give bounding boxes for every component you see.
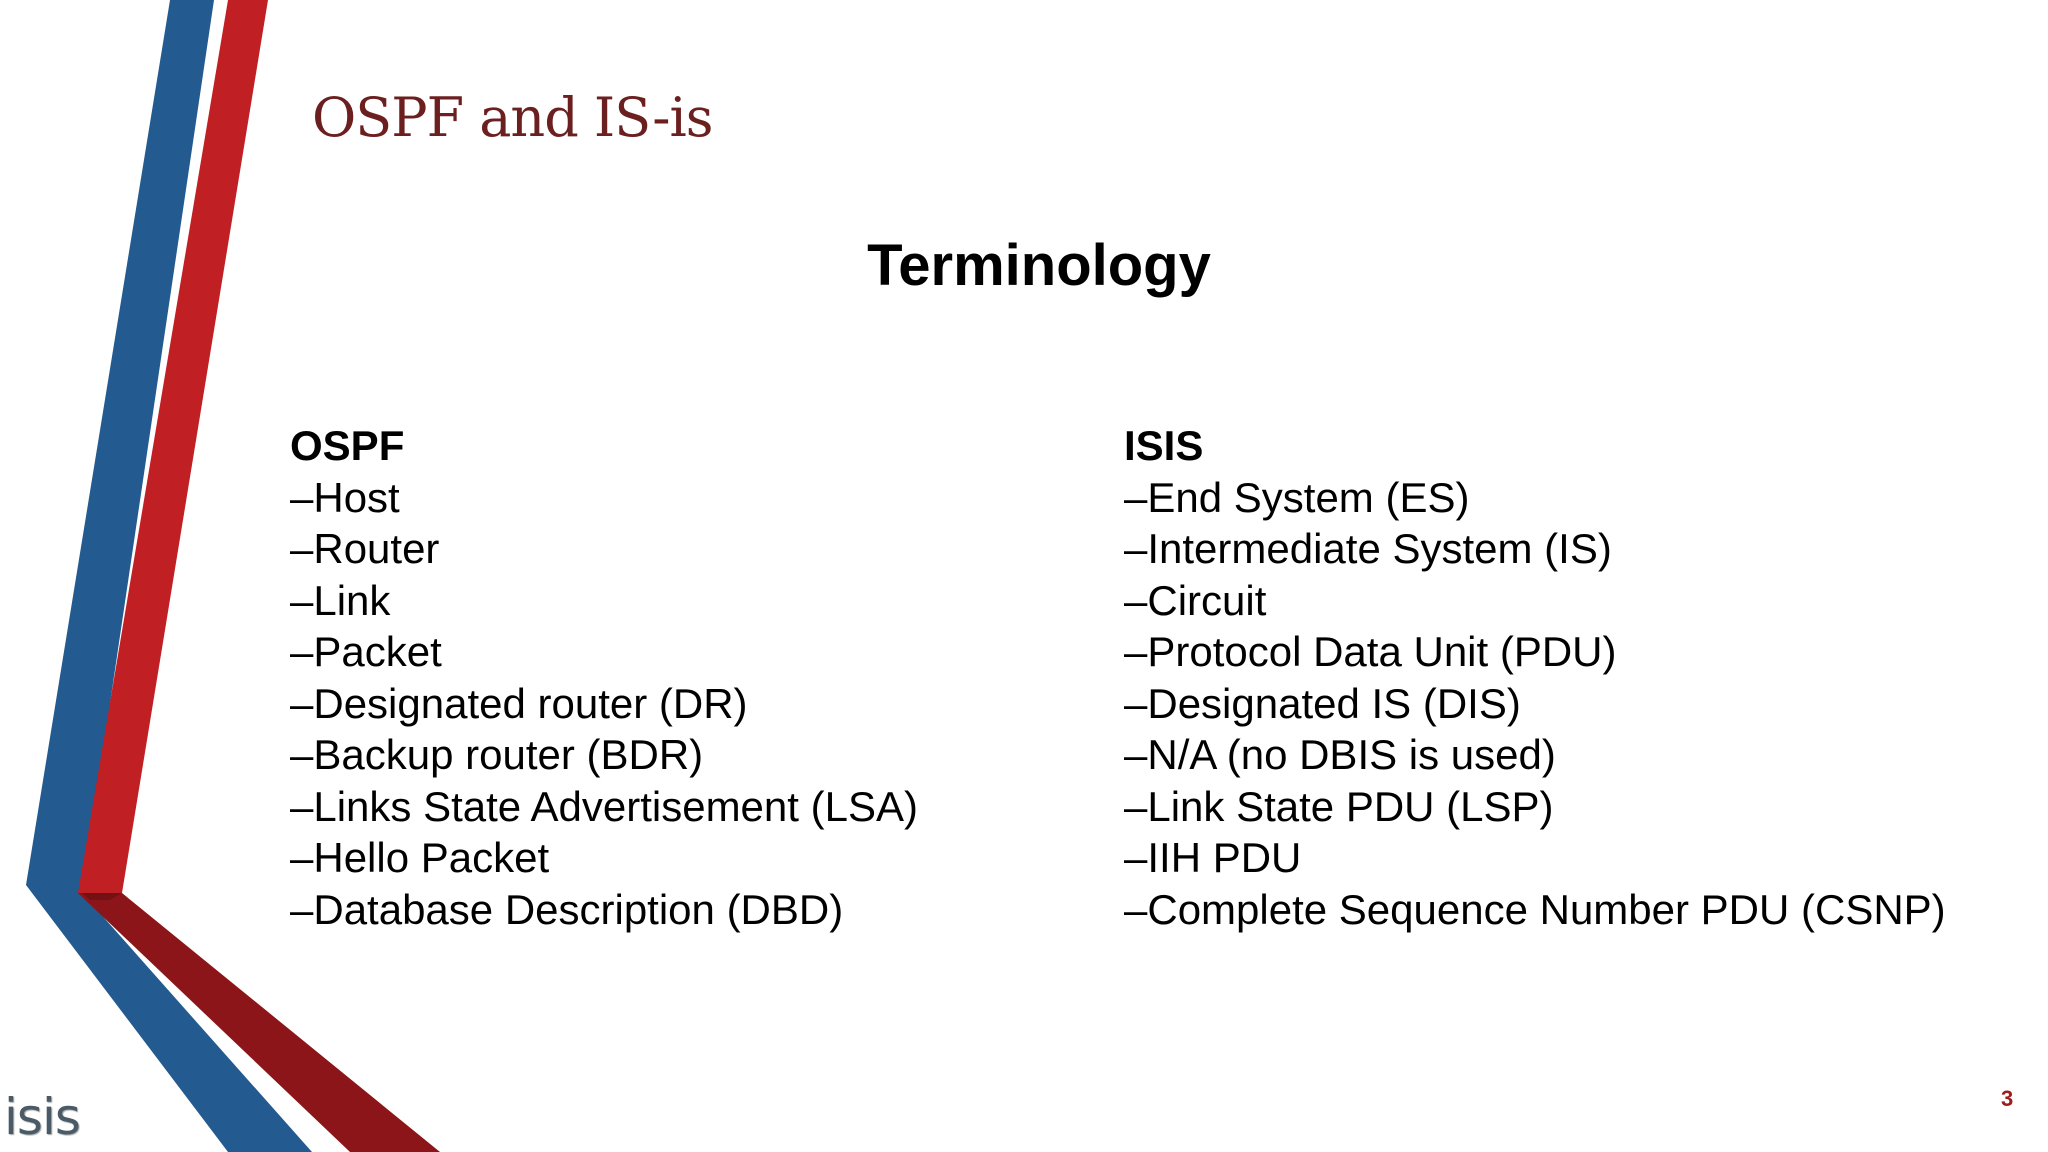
isis-column-header: ISIS — [1124, 422, 1204, 469]
isis-term-list — [1124, 472, 1946, 936]
isis-term-item: –Designated IS (DIS) — [1124, 679, 1521, 727]
ospf-column-header: OSPF — [290, 422, 405, 469]
isis-term-item: –Complete Sequence Number PDU (CSNP) — [1124, 885, 1946, 933]
ospf-term-item: –Packet — [290, 628, 442, 675]
isis-term-item: –N/A (no DBIS is used) — [1124, 731, 1556, 778]
ospf-term-item: –Links State Advertisement (LSA) — [290, 782, 918, 830]
isis-term-item: –End System (ES) — [1124, 473, 1470, 521]
ospf-term-item: –Designated router (DR) — [290, 679, 748, 727]
isis-term-item: –Link State PDU (LSP) — [1124, 782, 1554, 830]
ospf-term-item: –Host — [290, 473, 400, 521]
ospf-term-item: –Backup router (BDR) — [290, 731, 704, 778]
isis-term-item: –Circuit — [1124, 576, 1267, 624]
isis-column — [1124, 420, 1946, 935]
page-number: 3 — [2001, 1086, 2014, 1111]
ospf-column — [290, 420, 918, 935]
ospf-term-list — [290, 472, 918, 936]
page-heading: Terminology — [867, 233, 1211, 298]
isis-logo: isis — [4, 1088, 80, 1146]
isis-term-item: –IIH PDU — [1124, 834, 1302, 881]
ospf-term-item: –Database Description (DBD) — [290, 885, 844, 933]
isis-term-item: –Protocol Data Unit (PDU) — [1124, 628, 1617, 675]
isis-term-item: –Intermediate System (IS) — [1124, 525, 1612, 572]
ospf-term-item: –Hello Packet — [290, 834, 550, 881]
ospf-term-item: –Router — [290, 525, 440, 572]
slide-title: OSPF and IS-is — [312, 86, 713, 149]
ospf-term-item: –Link — [290, 576, 391, 624]
